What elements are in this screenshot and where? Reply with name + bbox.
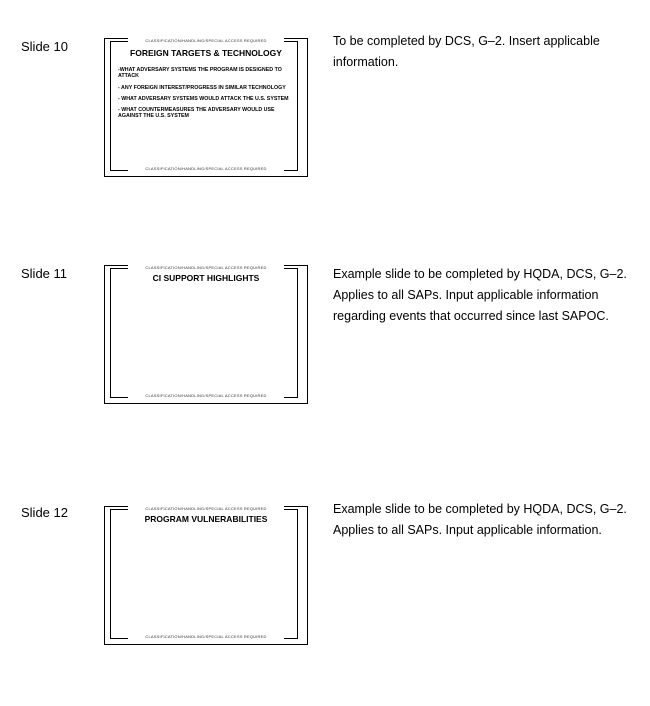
- slide-description: Example slide to be completed by HQDA, DCS, G–2. Applies to all SAPs. Input applicable information.: [333, 502, 627, 537]
- slide-description: Example slide to be completed by HQDA, DCS, G–2. Applies to all SAPs. Input applicable information regarding events that occurred since last SAPOC.: [333, 267, 627, 323]
- slide-title: PROGRAM VULNERABILITIES: [144, 514, 268, 524]
- slide-label: Slide 12: [21, 505, 68, 520]
- slide-frame-inner: [110, 509, 298, 639]
- slide-thumbnail: [104, 506, 308, 645]
- bullet-item: - ANY FOREIGN INTEREST/PROGRESS IN SIMILAR TECHNOLOGY: [118, 84, 286, 91]
- classification-banner-top: CLASSIFICATION/HANDLING/SPECIAL ACCESS REQUIRED: [128, 506, 284, 511]
- slide-frame-inner: [110, 268, 298, 398]
- slide-bullets: [118, 67, 296, 125]
- classification-banner-top: CLASSIFICATION/HANDLING/SPECIAL ACCESS REQUIRED: [128, 265, 284, 270]
- slide-thumbnail: [104, 265, 308, 404]
- classification-banner-bottom: CLASSIFICATION/HANDLING/SPECIAL ACCESS REQUIRED: [128, 634, 284, 639]
- slide-description: To be completed by DCS, G–2. Insert applicable information.: [333, 34, 600, 69]
- bullet-item: - WHAT COUNTERMEASURES THE ADVERSARY WOULD USE AGAINST THE U.S. SYSTEM: [118, 107, 275, 120]
- classification-banner-bottom: CLASSIFICATION/HANDLING/SPECIAL ACCESS REQUIRED: [128, 393, 284, 398]
- bullet-item: - WHAT ADVERSARY SYSTEMS WOULD ATTACK THE U.S. SYSTEM: [118, 95, 289, 102]
- bullet-item: -WHAT ADVERSARY SYSTEMS THE PROGRAM IS DESIGNED TO ATTACK: [118, 67, 282, 80]
- slide-thumbnail: [104, 38, 308, 177]
- slide-title: CI SUPPORT HIGHLIGHTS: [152, 273, 260, 283]
- slide-label: Slide 10: [21, 39, 68, 54]
- classification-banner-top: CLASSIFICATION/HANDLING/SPECIAL ACCESS REQUIRED: [128, 38, 284, 43]
- classification-banner-bottom: CLASSIFICATION/HANDLING/SPECIAL ACCESS REQUIRED: [128, 166, 284, 171]
- slide-label: Slide 11: [21, 266, 68, 281]
- slide-title: FOREIGN TARGETS & TECHNOLOGY: [130, 48, 282, 58]
